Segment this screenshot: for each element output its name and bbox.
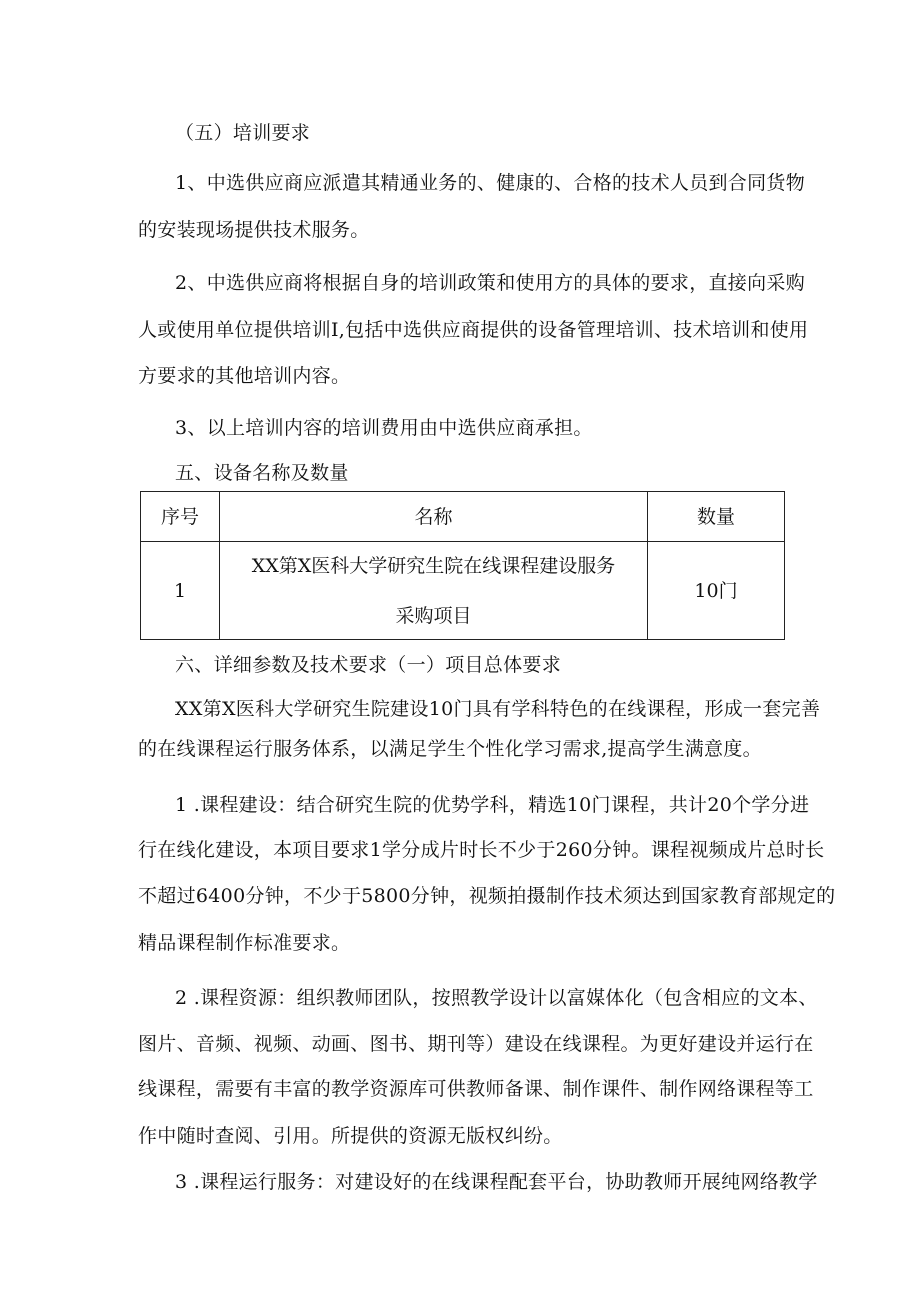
intro-line-2: 的在线课程运行服务体系，以满足学生个性化学习需求,提高学生满意度。 xyxy=(138,738,762,760)
cell-name-line-1: XX第X医科大学研究生院在线课程建设服务 xyxy=(251,554,616,577)
p1-line-3: 不超过6400分钟，不少于5800分钟，视频拍摄制作技术须达到国家教育部规定的 xyxy=(138,885,836,907)
section-6-heading: 六、详细参数及技术要求（一）项目总体要求 xyxy=(175,654,562,676)
training-item-2-line-2: 人或使用单位提供培训I,包括中选供应商提供的设备管理培训、技术培训和使用 xyxy=(138,319,809,341)
cell-no: 1 xyxy=(141,542,220,640)
equipment-heading: 五、设备名称及数量 xyxy=(175,462,349,484)
p2-line-2: 图片、音频、视频、动画、图书、期刊等）建设在线课程。为更好建设并运行在 xyxy=(138,1033,814,1055)
cell-name-line-2: 采购项目 xyxy=(395,604,472,627)
p1-line-2: 行在线化建设，本项目要求1学分成片时长不少于260分钟。课程视频成片总时长 xyxy=(138,839,825,861)
table-header-row xyxy=(141,492,785,542)
equipment-table xyxy=(140,491,785,640)
header-qty: 数量 xyxy=(648,492,785,542)
table-row xyxy=(141,542,785,640)
p3-line-1: 3 .课程运行服务：对建设好的在线课程配套平台，协助教师开展纯网络教学 xyxy=(175,1171,818,1193)
p1-line-1: 1 .课程建设：结合研究生院的优势学科，精选10门课程，共计20个学分进 xyxy=(175,794,810,816)
training-item-2-line-3: 方要求的其他培训内容。 xyxy=(138,365,351,387)
p2-line-4: 作中随时查阅、引用。所提供的资源无版权纠纷。 xyxy=(138,1125,563,1147)
cell-qty: 10门 xyxy=(648,542,785,640)
header-no: 序号 xyxy=(141,492,220,542)
training-item-1-line-2: 的安装现场提供技术服务。 xyxy=(138,219,370,241)
section-5-heading: （五）培训要求 xyxy=(175,122,311,144)
p2-line-1: 2 .课程资源：组织教师团队，按照教学设计以富媒体化（包含相应的文本、 xyxy=(175,987,818,1009)
training-item-2-line-1: 2、中选供应商将根据自身的培训政策和使用方的具体的要求，直接向采购 xyxy=(175,272,805,294)
header-name: 名称 xyxy=(220,492,648,542)
training-item-1-line-1: 1、中选供应商应派遣其精通业务的、健康的、合格的技术人员到合同货物 xyxy=(175,172,805,194)
intro-line-1: XX第X医科大学研究生院建设10门具有学科特色的在线课程，形成一套完善 xyxy=(175,698,821,720)
p2-line-3: 线课程，需要有丰富的教学资源库可供教师备课、制作课件、制作网络课程等工 xyxy=(138,1078,814,1100)
training-item-3: 3、以上培训内容的培训费用由中选供应商承担。 xyxy=(175,417,593,439)
p1-line-4: 精品课程制作标准要求。 xyxy=(138,932,351,954)
cell-name xyxy=(220,542,648,640)
